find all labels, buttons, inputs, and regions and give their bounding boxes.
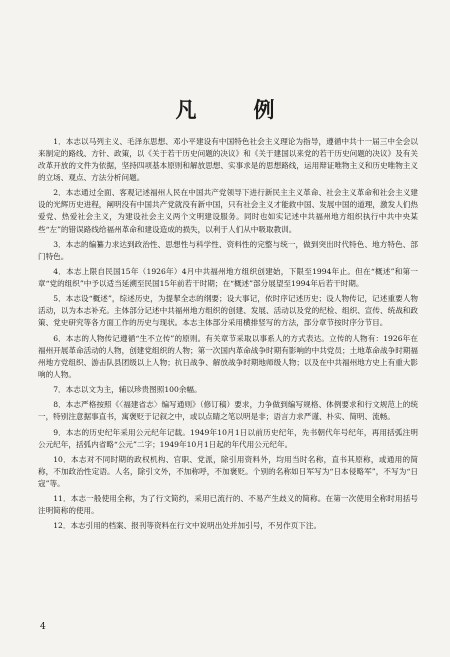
paragraph-8: 8．本志严格按照《〈福建省志〉编写通则》（修订稿）要求，力争做到编写规格、体例要求和行文规范上的统一，特别注意据事直书，寓褒贬于记叙之中，或以点睛之笔以明是非；语言力求严谨、朴实、简明、流畅。 (38, 400, 418, 422)
paragraph-5: 5．本志设“概述”，综述历史，为提挈全志的纲要；设大事记，依时序记述历史；设人物传记，记述重要人物活动，以为本志补充。主体部分记述中共福州地方组织的创建、发展、活动以及党的纪检、组织、宣传、统战和政策、党史研究等各方面工作的历史与现状。本志主体部分采用横排竖写的方法，部分章节按时序分节目。 (38, 294, 418, 328)
paragraph-11: 11．本志一般使用全称，为了行文简约，采用已流行的、不易产生歧义的简称。在第一次使用全称时用括号注明简称的使用。 (38, 494, 418, 516)
paragraph-7: 7．本志以文为主，辅以珍贵图照100余幅。 (53, 385, 202, 395)
paragraph-2: 2．本志通过全面、客观记述福州人民在中国共产党领导下进行新民主主义革命、社会主义革命和社会主义建设的光辉历史进程，阐明没有中国共产党就没有新中国，只有社会主义才能救中国、发展中国的道理，激发人们热爱党、热爱社会主义，为建设社会主义两个文明建设服务。同时也如实记述中共福州地方组织执行中共中央某些“左”的错误路线给福州革命和建设造成的损失，以利于人们从中吸取教训。 (38, 188, 418, 234)
page-title: 凡 例 (175, 97, 293, 122)
page-number: 4 (40, 622, 46, 632)
paragraph-6: 6．本志的人物传记遵循“生不立传”的原则。有关章节采取以事系人的方式表达。立传的人物有：1926年在福州开展革命活动的人物，创建党组织的人物；第一次国内革命战争时期有影响的中共党员；土地革命战争时期福州地方党组织、游击队县团级以上人物；抗日战争、解放战争时期地师级人物；以及在中共福州地方史上有重大影响的人物。 (38, 333, 418, 379)
paragraph-10: 10．本志对不同时期的政权机构、官职、党派，除引用资料外，均用当时名称，直书其原称，或通用的简称，不加政治性定语。人名，除引文外，不加称呼，不加褒贬。个别的名称如日军写为“日本侵略军”，不写为“日寇”等。 (38, 454, 418, 488)
paragraph-3: 3．本志的编纂力求达到政治性、思想性与科学性、资料性的完整与统一，做到突出时代特色、地方特色、部门特色。 (38, 239, 418, 261)
paragraph-1: 1．本志以马列主义、毛泽东思想、邓小平建设有中国特色社会主义理论为指导，遵循中共十一届三中全会以来制定的路线、方针、政策，以《关于若干历史问题的决议》和《关于建国以来党的若干历史问题的决议》及有关改革开放的文件为依据，坚持四项基本原则和解放思想、实事求是的思想路线，运用辩证唯物主义和历史唯物主义的立场、观点、方法分析问题。 (38, 137, 418, 183)
body-text (38, 136, 418, 536)
paragraph-9: 9．本志的历史纪年采用公元纪年记载。1949年10月1日以前历史纪年，先书朝代年号纪年，再用括弧注明公元纪年，括弧内省略“公元”二字；1949年10月1日起的年代用公元纪年。 (38, 427, 418, 449)
paragraph-12: 12．本志引用的档案、报刊等资料在行文中说明出处并加引号，不另作页下注。 (53, 521, 322, 531)
paragraph-4: 4．本志上限自民国15年（1926年）4月中共福州地方组织创建始，下限至1994年止。但在“概述”和第一章“党的组织”中予以适当延溯至民国15年前若干时期；在“概述”部分展望至1994年后若干时期。 (38, 267, 418, 289)
